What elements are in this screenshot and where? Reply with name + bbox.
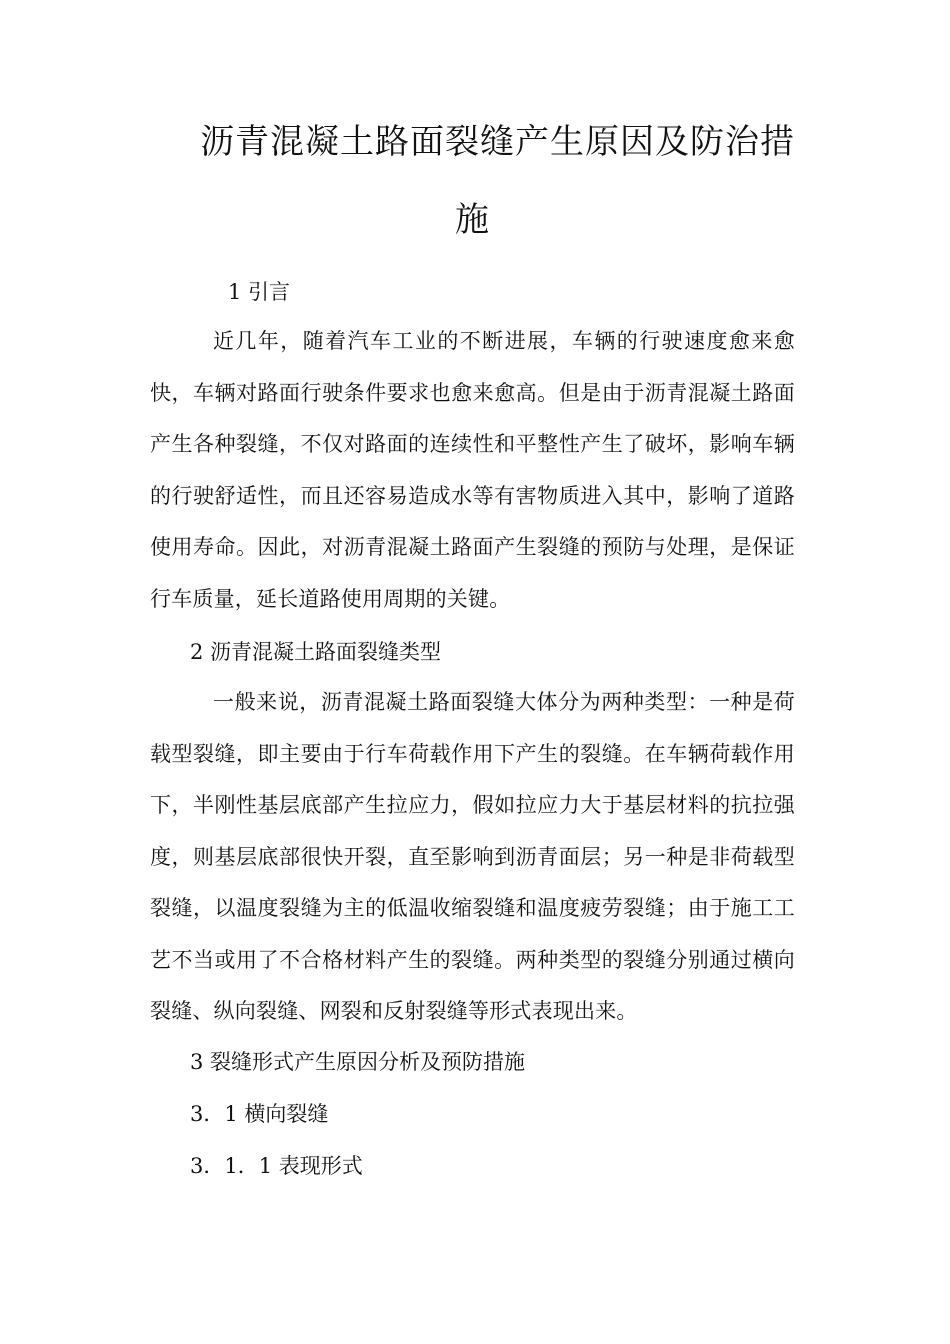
document-title-line-2: 施 <box>455 200 490 240</box>
section-2-paragraph: 一般来说，沥青混凝土路面裂缝大体分为两种类型：一种是荷载型裂缝，即主要由于行车荷载作用下产生的裂缝。在车辆荷载作用下，半刚性基层底部产生拉应力，假如拉应力大于基层材料的抗拉强度，则基层底部很快开裂，直至影响到沥青面层；另一种是非荷载型裂缝，以温度裂缝为主的低温收缩裂缝和温度疲劳裂缝；由于施工工艺不当或用了不合格材料产生的裂缝。两种类型的裂缝分别通过横向裂缝、纵向裂缝、网裂和反射裂缝等形式表现出来。 <box>150 690 795 1023</box>
section-3-1-1-heading: 3．1．1 表现形式 <box>190 1154 363 1178</box>
document-title-line-1: 沥青混凝土路面裂缝产生原因及防治措 <box>200 122 795 162</box>
section-3-1-heading: 3．1 横向裂缝 <box>190 1102 329 1126</box>
section-1-heading: 1 引言 <box>228 280 291 304</box>
section-3-heading: 3 裂缝形式产生原因分析及预防措施 <box>190 1050 526 1074</box>
section-2-heading: 2 沥青混凝土路面裂缝类型 <box>190 640 442 664</box>
section-1-paragraph: 近几年，随着汽车工业的不断进展，车辆的行驶速度愈来愈快，车辆对路面行驶条件要求也愈来愈高。但是由于沥青混凝土路面产生各种裂缝，不仅对路面的连续性和平整性产生了破坏，影响车辆的行驶舒适性，而且还容易造成水等有害物质进入其中，影响了道路使用寿命。因此，对沥青混凝土路面产生裂缝的预防与处理，是保证行车质量，延长道路使用周期的关键。 <box>150 329 795 611</box>
